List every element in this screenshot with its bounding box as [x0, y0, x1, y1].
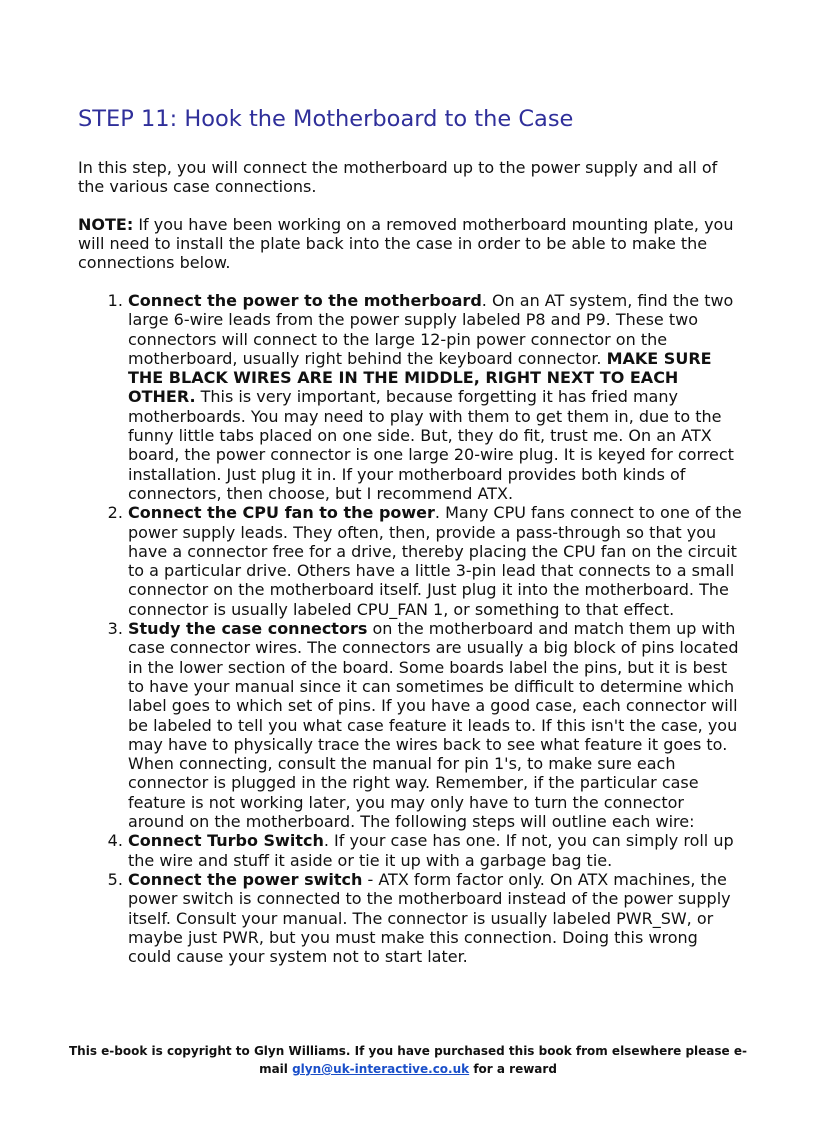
- step-1-warning: MAKE SURE THE BLACK WIRES ARE IN THE MIDDLE, RIGHT NEXT TO EACH OTHER.: [128, 348, 712, 407]
- intro-paragraph: In this step, you will connect the motherboard up to the power supply and all of the various case connections.: [78, 158, 718, 196]
- step-heading: STEP 11: Hook the Motherboard to the Case: [78, 106, 574, 132]
- step-1-title: Connect the power to the motherboard: [128, 291, 482, 310]
- note-paragraph: [78, 215, 743, 272]
- list-item: [128, 870, 743, 966]
- step-3-text: on the motherboard and match them up with case connector wires. The connectors are usually a big block of pins located in the lower section of the board. Some boards label the pins, but it is best to have your manual since it can sometimes be difficult to determine which label goes to which set of pins. If you have a good case, each connector will be labeled to tell you what case feature it leads to. If this isn't the case, you may have to physically trace the wires back to see what feature it goes to. When connecting, consult the manual for pin 1's, to make sure each connector is plugged in the right way. Remember, if the particular case feature is not working later, you may only have to turn the connector around on the motherboard. The following steps will outline each wire:: [128, 619, 739, 832]
- steps-list: [78, 291, 743, 966]
- list-item: [128, 831, 743, 870]
- list-item: [128, 503, 743, 619]
- footer-text-end: for a reward: [469, 1062, 557, 1076]
- step-5-title: Connect the power switch: [128, 869, 363, 889]
- copyright-footer: [60, 1042, 756, 1078]
- step-2-title: Connect the CPU fan to the power: [128, 503, 435, 523]
- document-page: [78, 104, 743, 966]
- step-1-text: . On an AT system, find the two large 6-wire leads from the power supply labeled P8 and P9. These two connectors will connect to the large 12-pin power connector on the motherboard, usually right behind the keyboard connector.: [128, 291, 734, 368]
- step-4-text: . If your case has one. If not, you can simply roll up the wire and stuff it aside or tie it up with a garbage bag tie.: [128, 831, 734, 870]
- list-item: [128, 619, 743, 831]
- list-item: [128, 291, 743, 503]
- step-2-text: . Many CPU fans connect to one of the power supply leads. They often, then, provide a pass-through so that you have a connector free for a drive, thereby placing the CPU fan on the circuit to a particular drive. Others have a little 3-pin lead that connects to a small connector on the motherboard itself. Just plug it into the motherboard. The connector is usually labeled CPU_FAN 1, or something to that effect.: [128, 503, 742, 619]
- footer-text: This e-book is copyright to Glyn Williams. If you have purchased this book from elsewhere please e-mail: [69, 1044, 747, 1076]
- footer-email-link[interactable]: glyn@uk-interactive.co.uk: [292, 1062, 470, 1076]
- step-3-title: Study the case connectors: [128, 619, 368, 639]
- note-text: If you have been working on a removed motherboard mounting plate, you will need to install the plate back into the case in order to be able to make the connections below.: [78, 215, 734, 272]
- step-1-text-2: This is very important, because forgetting it has fried many motherboards. You may need to play with them to get them in, due to the funny little tabs placed on one side. But, they do fit, trust me. On an ATX board, the power connector is one large 20-wire plug. It is keyed for correct installation. Just plug it in. If your motherboard provides both kinds of connectors, then choose, but I recommend ATX.: [128, 387, 734, 503]
- step-4-title: Connect Turbo Switch: [128, 831, 324, 851]
- step-5-text: - ATX form factor only. On ATX machines, the power switch is connected to the motherboard instead of the power supply itself. Consult your manual. The connector is usually labeled PWR_SW, or maybe just PWR, but you must make this connection. Doing this wrong could cause your system not to start later.: [128, 869, 731, 967]
- note-label: NOTE:: [78, 215, 134, 234]
